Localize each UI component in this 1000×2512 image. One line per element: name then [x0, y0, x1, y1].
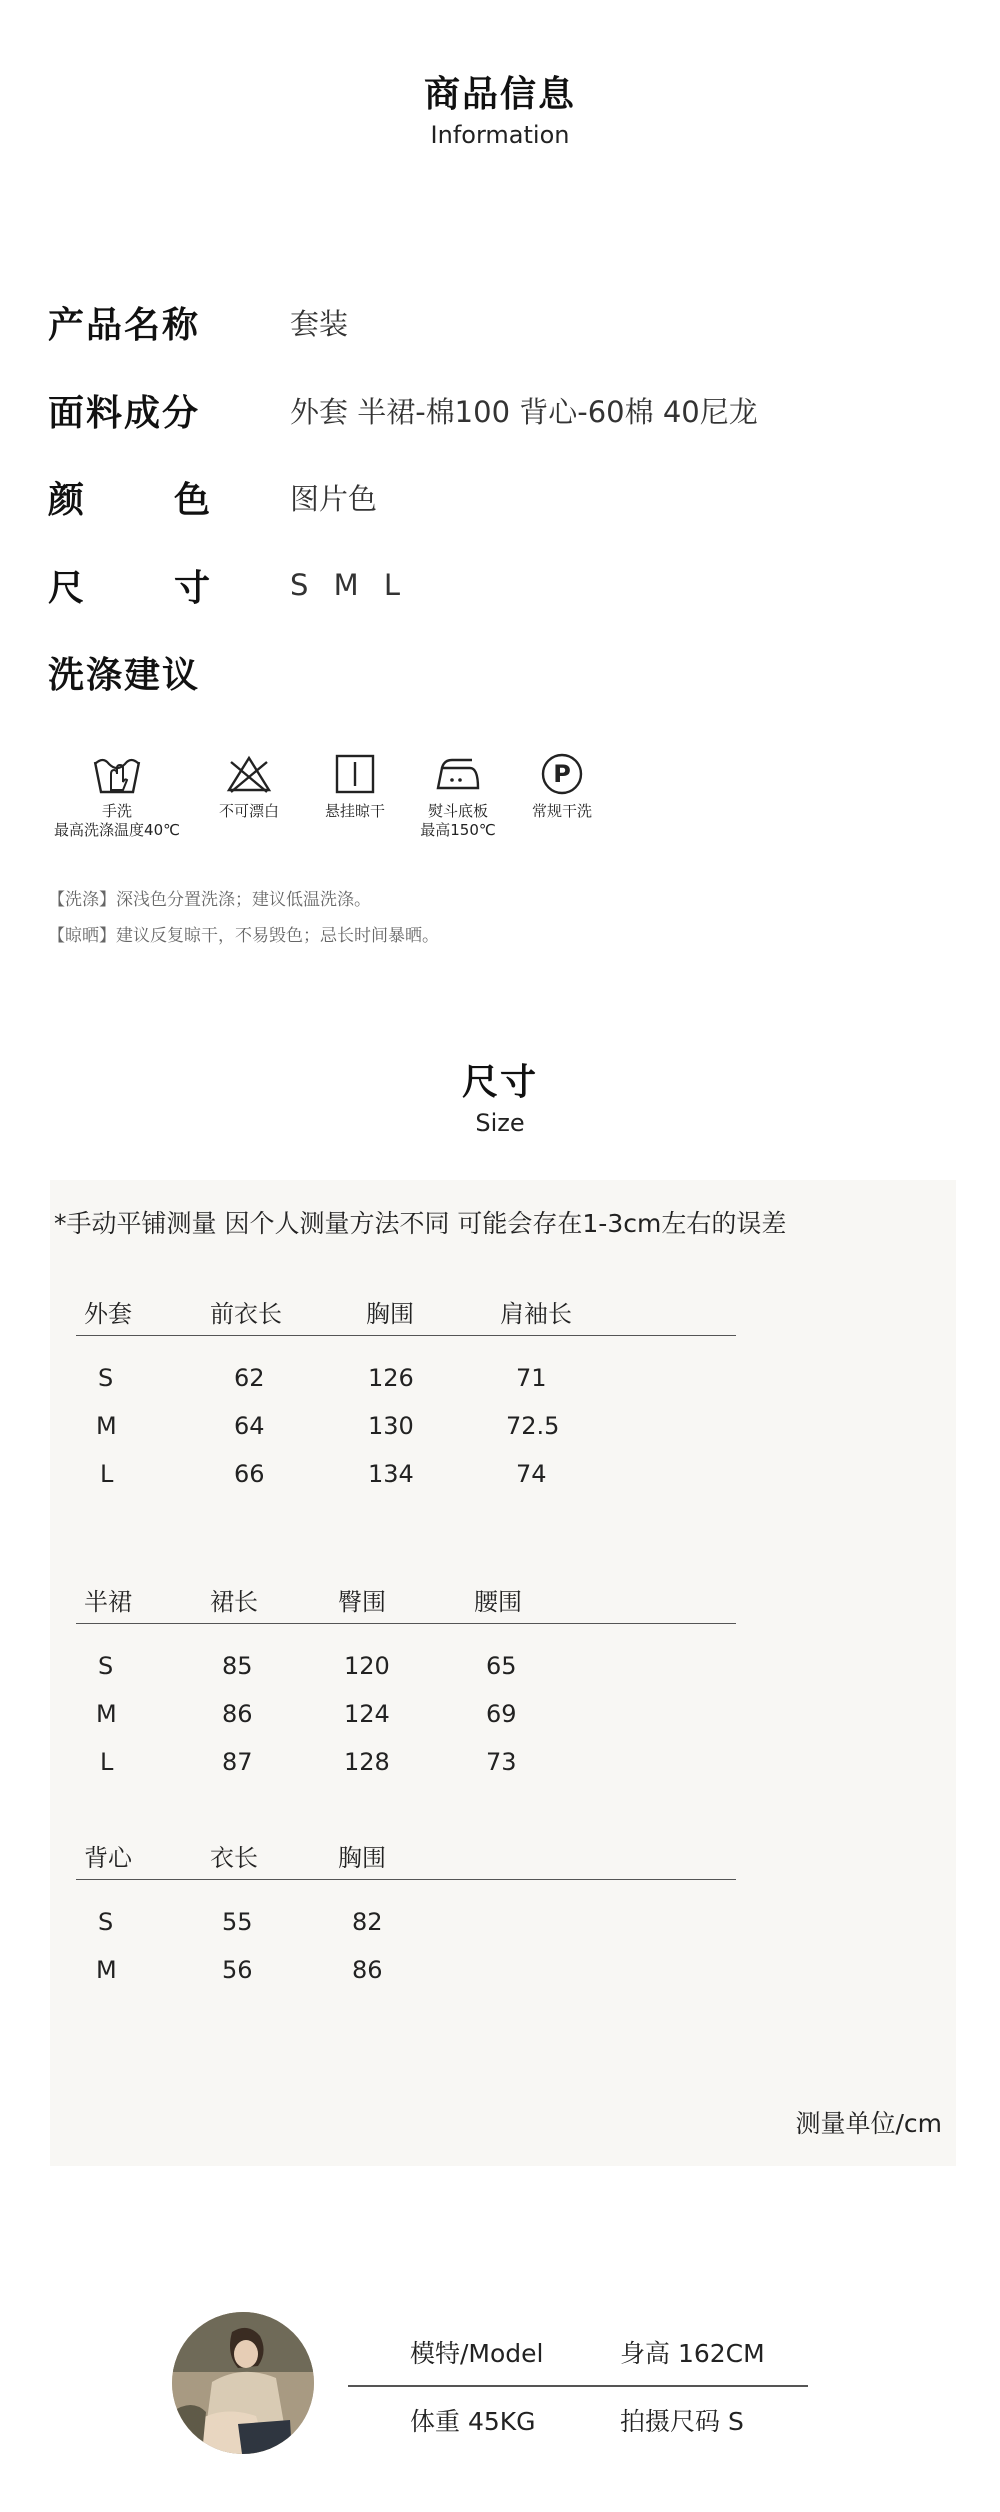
color-label — [48, 472, 212, 523]
header-cell: 半裙 — [84, 1588, 132, 1616]
product-name-label: 产品名称 — [48, 304, 201, 346]
color-label-char-2: 色 — [173, 479, 212, 521]
dry-clean-caption: 常规干洗 — [531, 802, 592, 820]
table-cell: 124 — [344, 1700, 390, 1728]
care-item-hand-wash — [48, 752, 186, 840]
table-cell: 71 — [516, 1364, 547, 1392]
model-info — [172, 2308, 812, 2458]
washing-label: 洗涤建议 — [48, 654, 201, 696]
header-cell: 背心 — [84, 1844, 132, 1872]
color-value: 图片色 — [290, 481, 378, 516]
table-cell: L — [100, 1748, 114, 1776]
table-cell: 55 — [222, 1908, 253, 1936]
header-cell: 裙长 — [210, 1588, 258, 1616]
size-table-vest — [76, 1830, 736, 1990]
info-row-fabric — [48, 380, 758, 440]
table-row — [76, 1686, 736, 1734]
hand-wash-caption-line2: 最高洗涤温度40℃ — [54, 821, 180, 839]
table-row — [76, 1446, 736, 1494]
table-cell: 65 — [486, 1652, 517, 1680]
size-label — [48, 560, 212, 611]
size-value: S M L — [290, 568, 409, 602]
table-header — [76, 1286, 736, 1336]
table-cell: M — [96, 1700, 117, 1728]
hang-dry-icon — [333, 752, 377, 796]
table-cell: 134 — [368, 1460, 414, 1488]
care-item-no-bleach — [204, 752, 294, 821]
size-header — [0, 1054, 1000, 1137]
size-title-en: Size — [475, 1109, 525, 1137]
table-cell: S — [98, 1908, 114, 1936]
dry-clean-icon — [540, 752, 584, 796]
table-row — [76, 1942, 736, 1990]
table-cell: 56 — [222, 1956, 253, 1984]
table-cell: 74 — [516, 1460, 547, 1488]
hang-dry-caption: 悬挂晾干 — [324, 802, 385, 820]
table-row — [76, 1398, 736, 1446]
info-row-washing — [48, 642, 290, 702]
table-cell: 120 — [344, 1652, 390, 1680]
table-cell: M — [96, 1412, 117, 1440]
care-item-iron — [406, 752, 510, 840]
header-cell: 前衣长 — [210, 1300, 282, 1328]
iron-caption — [406, 802, 510, 840]
table-cell: S — [98, 1652, 114, 1680]
header-cell: 衣长 — [210, 1844, 258, 1872]
info-title-cn: 商品信息 — [423, 74, 576, 115]
hand-wash-caption — [48, 802, 186, 840]
table-row — [76, 1894, 736, 1942]
model-photo-icon — [172, 2312, 314, 2454]
care-item-hang-dry — [310, 752, 400, 821]
size-table-skirt — [76, 1574, 736, 1782]
table-cell: 128 — [344, 1748, 390, 1776]
info-row-size — [48, 555, 408, 615]
table-cell: 82 — [352, 1908, 383, 1936]
care-icons — [48, 752, 608, 862]
measurement-note: *手动平铺测量 因个人测量方法不同 可能会存在1-3cm左右的误差 — [54, 1209, 787, 1238]
table-cell: S — [98, 1364, 114, 1392]
header-cell: 胸围 — [366, 1300, 414, 1328]
no-bleach-icon — [225, 752, 273, 796]
model-shoot-size: 拍摄尺码 S — [620, 2407, 744, 2436]
info-header — [0, 66, 1000, 149]
table-cell: M — [96, 1956, 117, 1984]
model-avatar — [172, 2312, 314, 2454]
size-label-char-2: 寸 — [173, 567, 212, 609]
unit-note: 测量单位/cm — [795, 2109, 942, 2138]
size-label-char-1: 尺 — [48, 567, 87, 609]
table-row — [76, 1734, 736, 1782]
hand-wash-caption-line1: 手洗 — [101, 802, 132, 820]
info-title-en: Information — [430, 121, 570, 149]
product-name-value: 套装 — [290, 306, 349, 341]
hand-wash-icon — [91, 752, 143, 796]
table-cell: 85 — [222, 1652, 253, 1680]
color-label-char-1: 颜 — [48, 479, 87, 521]
info-row-color — [48, 467, 377, 527]
no-bleach-caption: 不可漂白 — [218, 802, 279, 820]
size-table-jacket — [76, 1286, 736, 1494]
table-header — [76, 1574, 736, 1624]
model-weight: 体重 45KG — [410, 2407, 536, 2436]
table-cell: 130 — [368, 1412, 414, 1440]
table-cell: 72.5 — [506, 1412, 560, 1440]
table-row — [76, 1638, 736, 1686]
header-cell: 臀围 — [338, 1588, 386, 1616]
info-row-product-name — [48, 292, 348, 352]
table-cell: 62 — [234, 1364, 265, 1392]
iron-caption-line1: 熨斗底板 — [427, 802, 488, 820]
fabric-label: 面料成分 — [48, 392, 201, 434]
model-name-label: 模特/Model — [410, 2339, 544, 2368]
table-cell: 86 — [222, 1700, 253, 1728]
model-height: 身高 162CM — [620, 2339, 765, 2368]
table-cell: 69 — [486, 1700, 517, 1728]
iron-icon — [432, 752, 484, 796]
header-cell: 腰围 — [474, 1588, 522, 1616]
model-divider — [348, 2385, 808, 2387]
header-cell: 外套 — [84, 1300, 132, 1328]
table-cell: 73 — [486, 1748, 517, 1776]
dry-clean-letter: P — [553, 760, 571, 788]
size-title-cn: 尺寸 — [461, 1062, 538, 1103]
dry-note: 【晾晒】建议反复晾干，不易毁色；忌长时间暴晒。 — [48, 926, 439, 946]
table-row — [76, 1350, 736, 1398]
table-header — [76, 1830, 736, 1880]
table-cell: L — [100, 1460, 114, 1488]
table-cell: 86 — [352, 1956, 383, 1984]
size-panel — [50, 1180, 956, 2166]
care-item-dry-clean — [516, 752, 608, 821]
table-cell: 64 — [234, 1412, 265, 1440]
header-cell: 肩袖长 — [500, 1300, 572, 1328]
iron-caption-line2: 最高150℃ — [420, 821, 496, 839]
wash-note: 【洗涤】深浅色分置洗涤；建议低温洗涤。 — [48, 890, 371, 910]
table-cell: 87 — [222, 1748, 253, 1776]
table-cell: 66 — [234, 1460, 265, 1488]
fabric-value: 外套 半裙-棉100 背心-60棉 40尼龙 — [290, 394, 758, 429]
header-cell: 胸围 — [338, 1844, 386, 1872]
table-cell: 126 — [368, 1364, 414, 1392]
